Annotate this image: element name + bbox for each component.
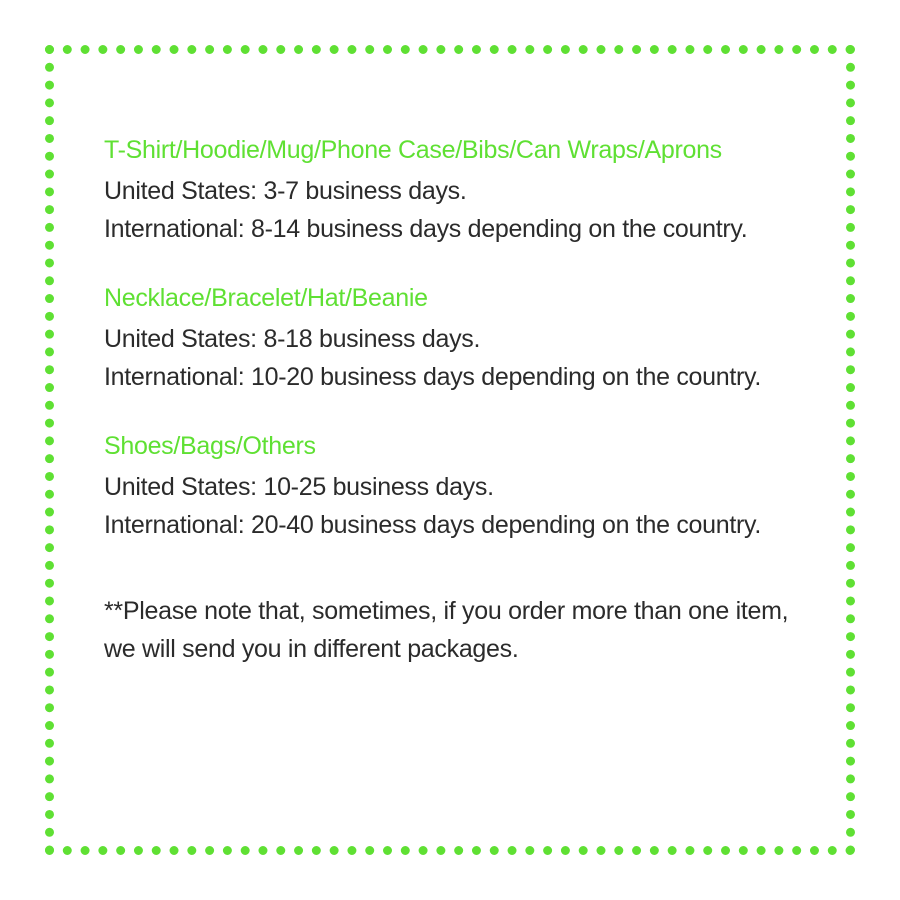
shipping-info-content: [104, 134, 806, 668]
section-title-accessories: Necklace/Bracelet/Hat/Beanie: [104, 284, 428, 312]
section-line-intl-accessories: International: 10-20 business days depending on the country.: [104, 363, 762, 391]
section-title-apparel: T-Shirt/Hoodie/Mug/Phone Case/Bibs/Can Wraps/Aprons: [104, 136, 722, 164]
section-title-shoes-bags: Shoes/Bags/Others: [104, 432, 316, 460]
section-line-intl-shoes-bags: International: 20-40 business days depending on the country.: [104, 511, 762, 539]
shipping-section-shoes-bags: [104, 430, 806, 544]
shipping-info-card: [45, 45, 855, 855]
section-line-us-shoes-bags: United States: 10-25 business days.: [104, 473, 494, 501]
section-line-us-apparel: United States: 3-7 business days.: [104, 177, 467, 205]
section-line-intl-apparel: International: 8-14 business days depending on the country.: [104, 215, 748, 243]
section-line-us-accessories: United States: 8-18 business days.: [104, 325, 481, 353]
shipping-section-apparel: [104, 134, 806, 248]
shipping-note: **Please note that, sometimes, if you order more than one item, we will send you in different packages.: [104, 597, 789, 663]
shipping-note-block: [104, 592, 806, 668]
shipping-section-accessories: [104, 282, 806, 396]
